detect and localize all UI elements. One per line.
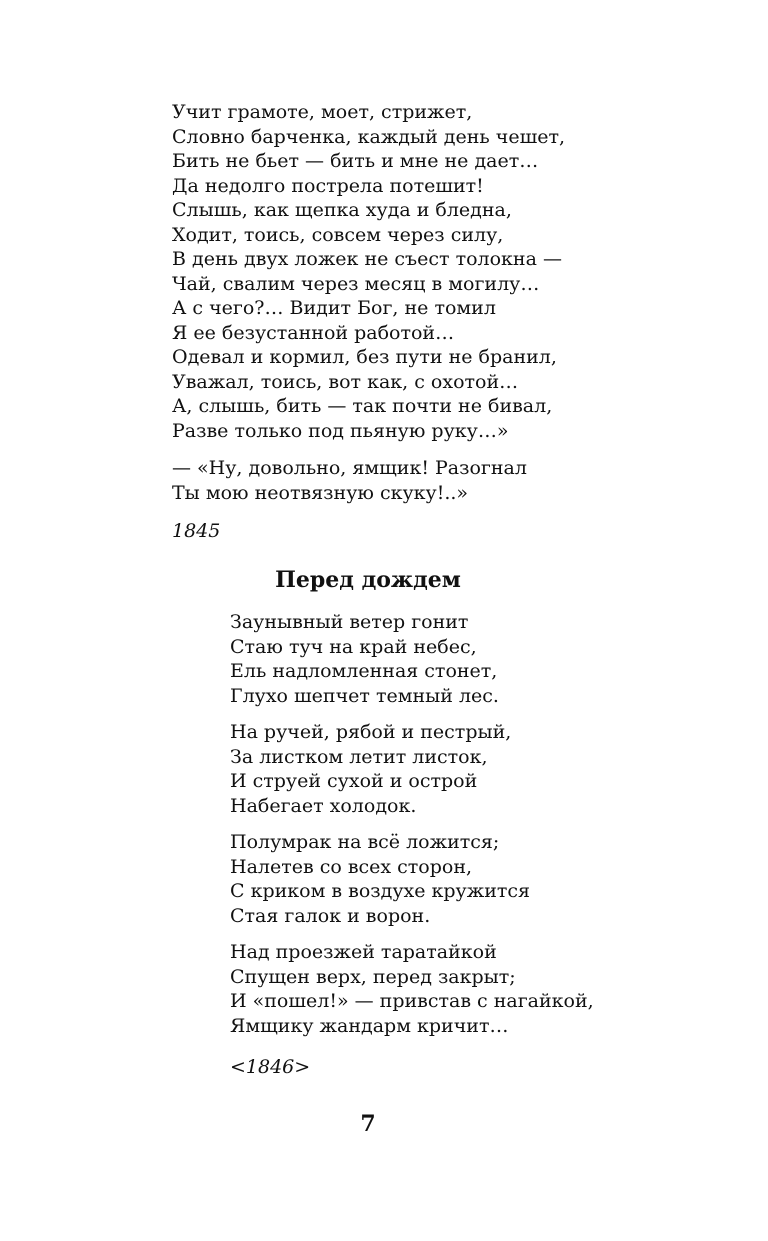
poem-line: Учит грамоте, моет, стрижет, (172, 101, 473, 123)
poem-line: Над проезжей таратайкой (230, 941, 497, 963)
poem-line: Уважал, тоись, вот как, с охотой… (172, 370, 519, 393)
poem-line: С криком в воздухе кружится (230, 880, 531, 902)
poem-line: Ходит, тоись, совсем через силу, (172, 223, 504, 246)
poem-line: Глухо шепчет темный лес. (230, 684, 499, 707)
poem-line: Стая галок и ворон. (230, 904, 431, 927)
poem-line: Чай, свалим через месяц в могилу… (172, 272, 540, 295)
poem-line: Налетев со всех сторон, (230, 855, 473, 878)
poem-date: <1846> (230, 1056, 311, 1078)
poem-line: Я ее безустанной работой… (172, 321, 455, 344)
poem-line: Ямщику жандарм кричит… (230, 1014, 509, 1037)
poem-body (230, 610, 594, 1038)
poem-line: Ель надломленная стонет, (230, 660, 498, 682)
poem-excerpt-stanza (172, 100, 565, 443)
poem-line: И струей сухой и острой (230, 770, 478, 792)
poem-line: Одевал и кормил, без пути не бранил, (172, 346, 557, 368)
poem-line: Спущен верх, перед закрыт; (230, 965, 516, 988)
poem-line: — «Ну, довольно, ямщик! Разогнал (172, 457, 527, 479)
poem-line: Разве только под пьяную руку…» (172, 419, 509, 442)
poem-line: За листком летит листок, (230, 745, 488, 768)
stanza (230, 720, 594, 818)
poem-line: Заунывный ветер гонит (230, 611, 469, 633)
poem-line: Да недолго пострела потешит! (172, 174, 484, 197)
poem-line: На ручей, рябой и пестрый, (230, 721, 512, 743)
poem-line: Ты мою неотвязную скуку!..» (172, 481, 469, 504)
stanza (230, 610, 594, 708)
poem-line: Набегает холодок. (230, 794, 417, 817)
stanza (230, 940, 594, 1038)
page-number: 7 (360, 1111, 376, 1137)
poem-line: Полумрак на всё ложится; (230, 831, 500, 853)
poem-line: А с чего?… Видит Бог, не томил (172, 297, 496, 319)
poem-line: Бить не бьет — бить и мне не дает… (172, 150, 539, 172)
poem-line: Словно барченка, каждый день чешет, (172, 125, 566, 148)
poem-closing-stanza (172, 456, 527, 505)
poem-date: 1845 (172, 520, 221, 542)
poem-line: А, слышь, бить — так почти не бивал, (172, 395, 553, 417)
poem-line: Слышь, как щепка худа и бледна, (172, 199, 512, 221)
poem-line: И «пошел!» — привстав с нагайкой, (230, 990, 594, 1012)
poem-title: Перед дождем (275, 567, 461, 593)
poem-line: Стаю туч на край небес, (230, 635, 477, 658)
stanza (230, 830, 594, 928)
poem-line: В день двух ложек не съест толокна — (172, 248, 562, 270)
